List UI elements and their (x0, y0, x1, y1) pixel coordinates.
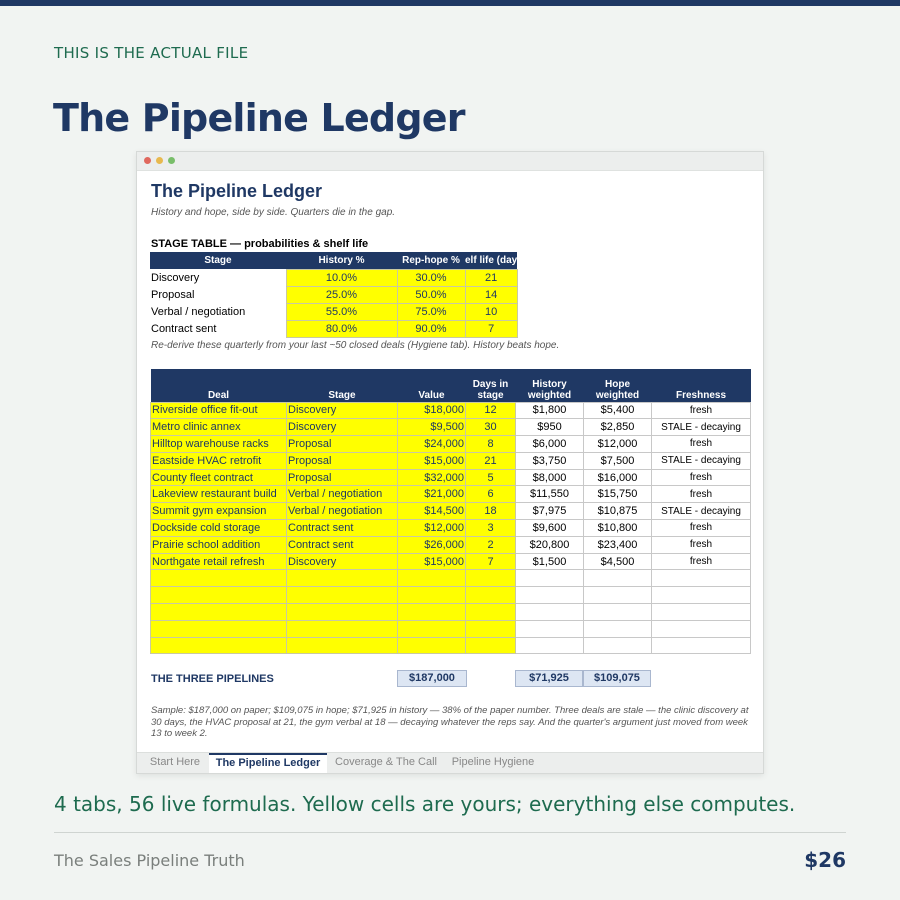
stage-row (150, 303, 517, 320)
header-days-line2: stage (477, 389, 504, 401)
history-weighted-cell[interactable]: $3,750 (516, 452, 584, 469)
empty-input-cell[interactable] (466, 637, 516, 654)
header-hope-weighted (584, 369, 652, 402)
header-freshness: Freshness (652, 369, 751, 402)
hope-weighted-cell[interactable]: $5,400 (584, 402, 652, 419)
hope-pct-cell[interactable]: 50.0% (397, 286, 465, 303)
empty-input-cell[interactable] (287, 587, 398, 604)
history-weighted-cell[interactable]: $8,000 (516, 469, 584, 486)
empty-input-cell[interactable] (398, 587, 466, 604)
header-history-pct: History % (286, 252, 397, 269)
empty-input-cell[interactable] (398, 620, 466, 637)
empty-input-cell[interactable] (287, 637, 398, 654)
deal-value-cell[interactable]: $9,500 (398, 419, 466, 436)
total-value-cell[interactable]: $187,000 (397, 670, 467, 687)
deal-name-cell[interactable]: County fleet contract (151, 469, 287, 486)
tab-coverage-call[interactable]: Coverage & The Call (335, 756, 437, 768)
history-weighted-cell[interactable]: $7,975 (516, 503, 584, 520)
header-history-weighted (516, 369, 584, 402)
deal-row (151, 452, 751, 469)
sheet-subtitle: History and hope, side by side. Quarters die in the gap. (151, 207, 396, 218)
hope-pct-cell[interactable]: 90.0% (397, 320, 465, 337)
header-stage: Stage (150, 252, 286, 269)
history-weighted-cell[interactable]: $1,500 (516, 553, 584, 570)
shelf-life-cell[interactable]: 14 (465, 286, 517, 303)
deal-name-cell[interactable]: Dockside cold storage (151, 520, 287, 537)
empty-deal-row (151, 637, 751, 654)
stage-name: Discovery (151, 271, 200, 284)
deal-table-header (151, 369, 751, 402)
deal-name-cell[interactable]: Prairie school addition (151, 536, 287, 553)
history-pct-cell[interactable]: 10.0% (286, 269, 397, 286)
deal-stage-cell[interactable]: Discovery (287, 419, 398, 436)
history-weighted-cell[interactable]: $6,000 (516, 436, 584, 453)
empty-formula-cell[interactable] (584, 637, 652, 654)
empty-formula-cell[interactable] (652, 587, 751, 604)
deal-value-cell[interactable]: $15,000 (398, 553, 466, 570)
deal-stage-cell[interactable]: Proposal (287, 452, 398, 469)
freshness-cell[interactable]: fresh (652, 520, 751, 537)
empty-input-cell[interactable] (398, 570, 466, 587)
header-shelf-life: elf life (day (465, 252, 517, 269)
empty-formula-cell[interactable] (516, 570, 584, 587)
freshness-cell[interactable]: fresh (652, 469, 751, 486)
spreadsheet-window (136, 151, 764, 774)
empty-formula-cell[interactable] (516, 604, 584, 621)
deal-row (151, 503, 751, 520)
empty-formula-cell[interactable] (584, 570, 652, 587)
deal-name-cell[interactable]: Lakeview restaurant build (151, 486, 287, 503)
sheet-title: The Pipeline Ledger (151, 181, 323, 201)
deal-name-cell[interactable]: Northgate retail refresh (151, 553, 287, 570)
header-days-line1: Days in (472, 378, 509, 390)
stage-name: Proposal (151, 288, 195, 301)
empty-formula-cell[interactable] (584, 620, 652, 637)
empty-input-cell[interactable] (466, 620, 516, 637)
empty-formula-cell[interactable] (652, 620, 751, 637)
deal-stage-cell[interactable]: Verbal / negotiation (287, 486, 398, 503)
header-deal: Deal (151, 369, 287, 402)
days-in-stage-cell[interactable]: 30 (466, 419, 516, 436)
deal-value-cell[interactable]: $26,000 (398, 536, 466, 553)
sheet-area (137, 171, 763, 753)
deal-value-cell[interactable]: $12,000 (398, 520, 466, 537)
days-in-stage-cell[interactable]: 7 (466, 553, 516, 570)
empty-deal-row (151, 620, 751, 637)
hope-weighted-cell[interactable]: $12,000 (584, 436, 652, 453)
deal-row (151, 436, 751, 453)
deal-name-cell[interactable]: Eastside HVAC retrofit (151, 452, 287, 469)
footer-divider (54, 832, 846, 833)
deal-name-cell[interactable]: Summit gym expansion (151, 503, 287, 520)
three-pipelines-label: THE THREE PIPELINES (151, 673, 274, 685)
empty-input-cell[interactable] (151, 620, 287, 637)
empty-formula-cell[interactable] (652, 604, 751, 621)
history-weighted-cell[interactable]: $9,600 (516, 520, 584, 537)
hope-pct-cell[interactable]: 75.0% (397, 303, 465, 320)
history-pct-cell[interactable]: 25.0% (286, 286, 397, 303)
deal-stage-cell[interactable]: Discovery (287, 553, 398, 570)
freshness-cell[interactable]: fresh (652, 536, 751, 553)
deal-value-cell[interactable]: $18,000 (398, 402, 466, 419)
days-in-stage-cell[interactable]: 2 (466, 536, 516, 553)
deal-value-cell[interactable]: $21,000 (398, 486, 466, 503)
days-in-stage-cell[interactable]: 21 (466, 452, 516, 469)
deal-row (151, 520, 751, 537)
tagline: 4 tabs, 56 live formulas. Yellow cells are yours; everything else computes. (54, 792, 796, 816)
deal-name-cell[interactable]: Riverside office fit-out (151, 402, 287, 419)
deal-value-cell[interactable]: $24,000 (398, 436, 466, 453)
history-weighted-cell[interactable]: $11,550 (516, 486, 584, 503)
shelf-life-cell[interactable]: 7 (465, 320, 517, 337)
deal-stage-cell[interactable]: Proposal (287, 436, 398, 453)
empty-input-cell[interactable] (466, 587, 516, 604)
stage-table-note: Re-derive these quarterly from your last ~50 closed deals (Hygiene tab). History beats hope. (151, 340, 560, 351)
header-hw-line1: History (532, 378, 567, 390)
empty-input-cell[interactable] (151, 637, 287, 654)
product-name: The Sales Pipeline Truth (54, 851, 245, 870)
header-hpw-line2: weighted (595, 389, 640, 401)
freshness-cell[interactable]: STALE - decaying (652, 503, 751, 520)
deal-row (151, 469, 751, 486)
stage-table (150, 252, 518, 338)
header-hw-line2: weighted (527, 389, 572, 401)
empty-input-cell[interactable] (151, 604, 287, 621)
empty-input-cell[interactable] (151, 587, 287, 604)
header-hpw-line1: Hope (605, 378, 630, 390)
empty-deal-row (151, 570, 751, 587)
stage-name: Verbal / negotiation (151, 305, 246, 318)
empty-formula-cell[interactable] (584, 587, 652, 604)
empty-input-cell[interactable] (466, 570, 516, 587)
deal-row (151, 486, 751, 503)
empty-deal-row (151, 587, 751, 604)
days-in-stage-cell[interactable]: 8 (466, 436, 516, 453)
deal-stage-cell[interactable]: Verbal / negotiation (287, 503, 398, 520)
days-in-stage-cell[interactable]: 3 (466, 520, 516, 537)
history-weighted-cell[interactable]: $1,800 (516, 402, 584, 419)
empty-input-cell[interactable] (398, 637, 466, 654)
window-chrome (137, 152, 763, 171)
empty-formula-cell[interactable] (584, 604, 652, 621)
close-dot-icon (144, 157, 151, 164)
shelf-life-cell[interactable]: 21 (465, 269, 517, 286)
deal-value-cell[interactable]: $15,000 (398, 452, 466, 469)
sheet-tab-bar (137, 752, 763, 773)
deal-name-cell[interactable]: Hilltop warehouse racks (151, 436, 287, 453)
empty-input-cell[interactable] (151, 570, 287, 587)
top-accent-bar (0, 0, 900, 6)
hope-weighted-cell[interactable]: $4,500 (584, 553, 652, 570)
empty-input-cell[interactable] (287, 604, 398, 621)
header-rep-hope-pct: Rep-hope % (397, 252, 465, 269)
freshness-cell[interactable]: fresh (652, 402, 751, 419)
header-days-in-stage (466, 369, 516, 402)
header-value: Value (398, 369, 466, 402)
days-in-stage-cell[interactable]: 5 (466, 469, 516, 486)
stage-row (150, 320, 517, 337)
total-hope-cell[interactable]: $109,075 (583, 670, 651, 687)
deal-value-cell[interactable]: $32,000 (398, 469, 466, 486)
deal-row (151, 419, 751, 436)
maximize-dot-icon (168, 157, 175, 164)
eyebrow-label: THIS IS THE ACTUAL FILE (54, 44, 249, 62)
empty-input-cell[interactable] (287, 620, 398, 637)
days-in-stage-cell[interactable]: 12 (466, 402, 516, 419)
stage-table-header (150, 252, 517, 269)
empty-formula-cell[interactable] (652, 637, 751, 654)
days-in-stage-cell[interactable]: 6 (466, 486, 516, 503)
empty-input-cell[interactable] (287, 570, 398, 587)
hope-weighted-cell[interactable]: $16,000 (584, 469, 652, 486)
hope-weighted-cell[interactable]: $15,750 (584, 486, 652, 503)
sample-note: Sample: $187,000 on paper; $109,075 in hope; $71,925 in history — 38% of the paper number. Three deals are stale — the clinic discovery at 30 days, the HVAC proposal at 21, the gym verbal at 18 — decaying whatever the reps say. And the quarter's argument just moved from week 13 to week 2. (151, 705, 749, 739)
empty-deal-row (151, 604, 751, 621)
hope-weighted-cell[interactable]: $10,800 (584, 520, 652, 537)
history-pct-cell[interactable]: 55.0% (286, 303, 397, 320)
deal-table (150, 369, 751, 654)
deal-stage-cell[interactable]: Contract sent (287, 536, 398, 553)
freshness-cell[interactable]: fresh (652, 553, 751, 570)
deal-name-cell[interactable]: Metro clinic annex (151, 419, 287, 436)
stage-row (150, 286, 517, 303)
headline: The Pipeline Ledger (53, 96, 465, 140)
days-in-stage-cell[interactable]: 18 (466, 503, 516, 520)
deal-row (151, 402, 751, 419)
tab-start-here[interactable]: Start Here (149, 756, 201, 768)
tab-pipeline-ledger[interactable]: The Pipeline Ledger (209, 753, 327, 773)
freshness-cell[interactable]: STALE - decaying (652, 452, 751, 469)
history-weighted-cell[interactable]: $950 (516, 419, 584, 436)
header-deal-stage: Stage (287, 369, 398, 402)
hope-pct-cell[interactable]: 30.0% (397, 269, 465, 286)
total-history-cell[interactable]: $71,925 (515, 670, 583, 687)
deal-stage-cell[interactable]: Contract sent (287, 520, 398, 537)
history-pct-cell[interactable]: 80.0% (286, 320, 397, 337)
hope-weighted-cell[interactable]: $10,875 (584, 503, 652, 520)
deal-stage-cell[interactable]: Proposal (287, 469, 398, 486)
empty-formula-cell[interactable] (516, 587, 584, 604)
freshness-cell[interactable]: fresh (652, 436, 751, 453)
shelf-life-cell[interactable]: 10 (465, 303, 517, 320)
deal-row (151, 536, 751, 553)
price: $26 (804, 848, 846, 872)
empty-formula-cell[interactable] (516, 620, 584, 637)
deal-value-cell[interactable]: $14,500 (398, 503, 466, 520)
history-weighted-cell[interactable]: $20,800 (516, 536, 584, 553)
stage-row (150, 269, 517, 286)
tab-pipeline-hygiene[interactable]: Pipeline Hygiene (451, 756, 535, 768)
freshness-cell[interactable]: fresh (652, 486, 751, 503)
deal-row (151, 553, 751, 570)
deal-stage-cell[interactable]: Discovery (287, 402, 398, 419)
hope-weighted-cell[interactable]: $23,400 (584, 536, 652, 553)
hope-weighted-cell[interactable]: $7,500 (584, 452, 652, 469)
stage-name: Contract sent (151, 322, 217, 335)
stage-table-label: STAGE TABLE — probabilities & shelf life (151, 238, 369, 250)
empty-input-cell[interactable] (466, 604, 516, 621)
empty-formula-cell[interactable] (652, 570, 751, 587)
freshness-cell[interactable]: STALE - decaying (652, 419, 751, 436)
minimize-dot-icon (156, 157, 163, 164)
empty-formula-cell[interactable] (516, 637, 584, 654)
hope-weighted-cell[interactable]: $2,850 (584, 419, 652, 436)
empty-input-cell[interactable] (398, 604, 466, 621)
